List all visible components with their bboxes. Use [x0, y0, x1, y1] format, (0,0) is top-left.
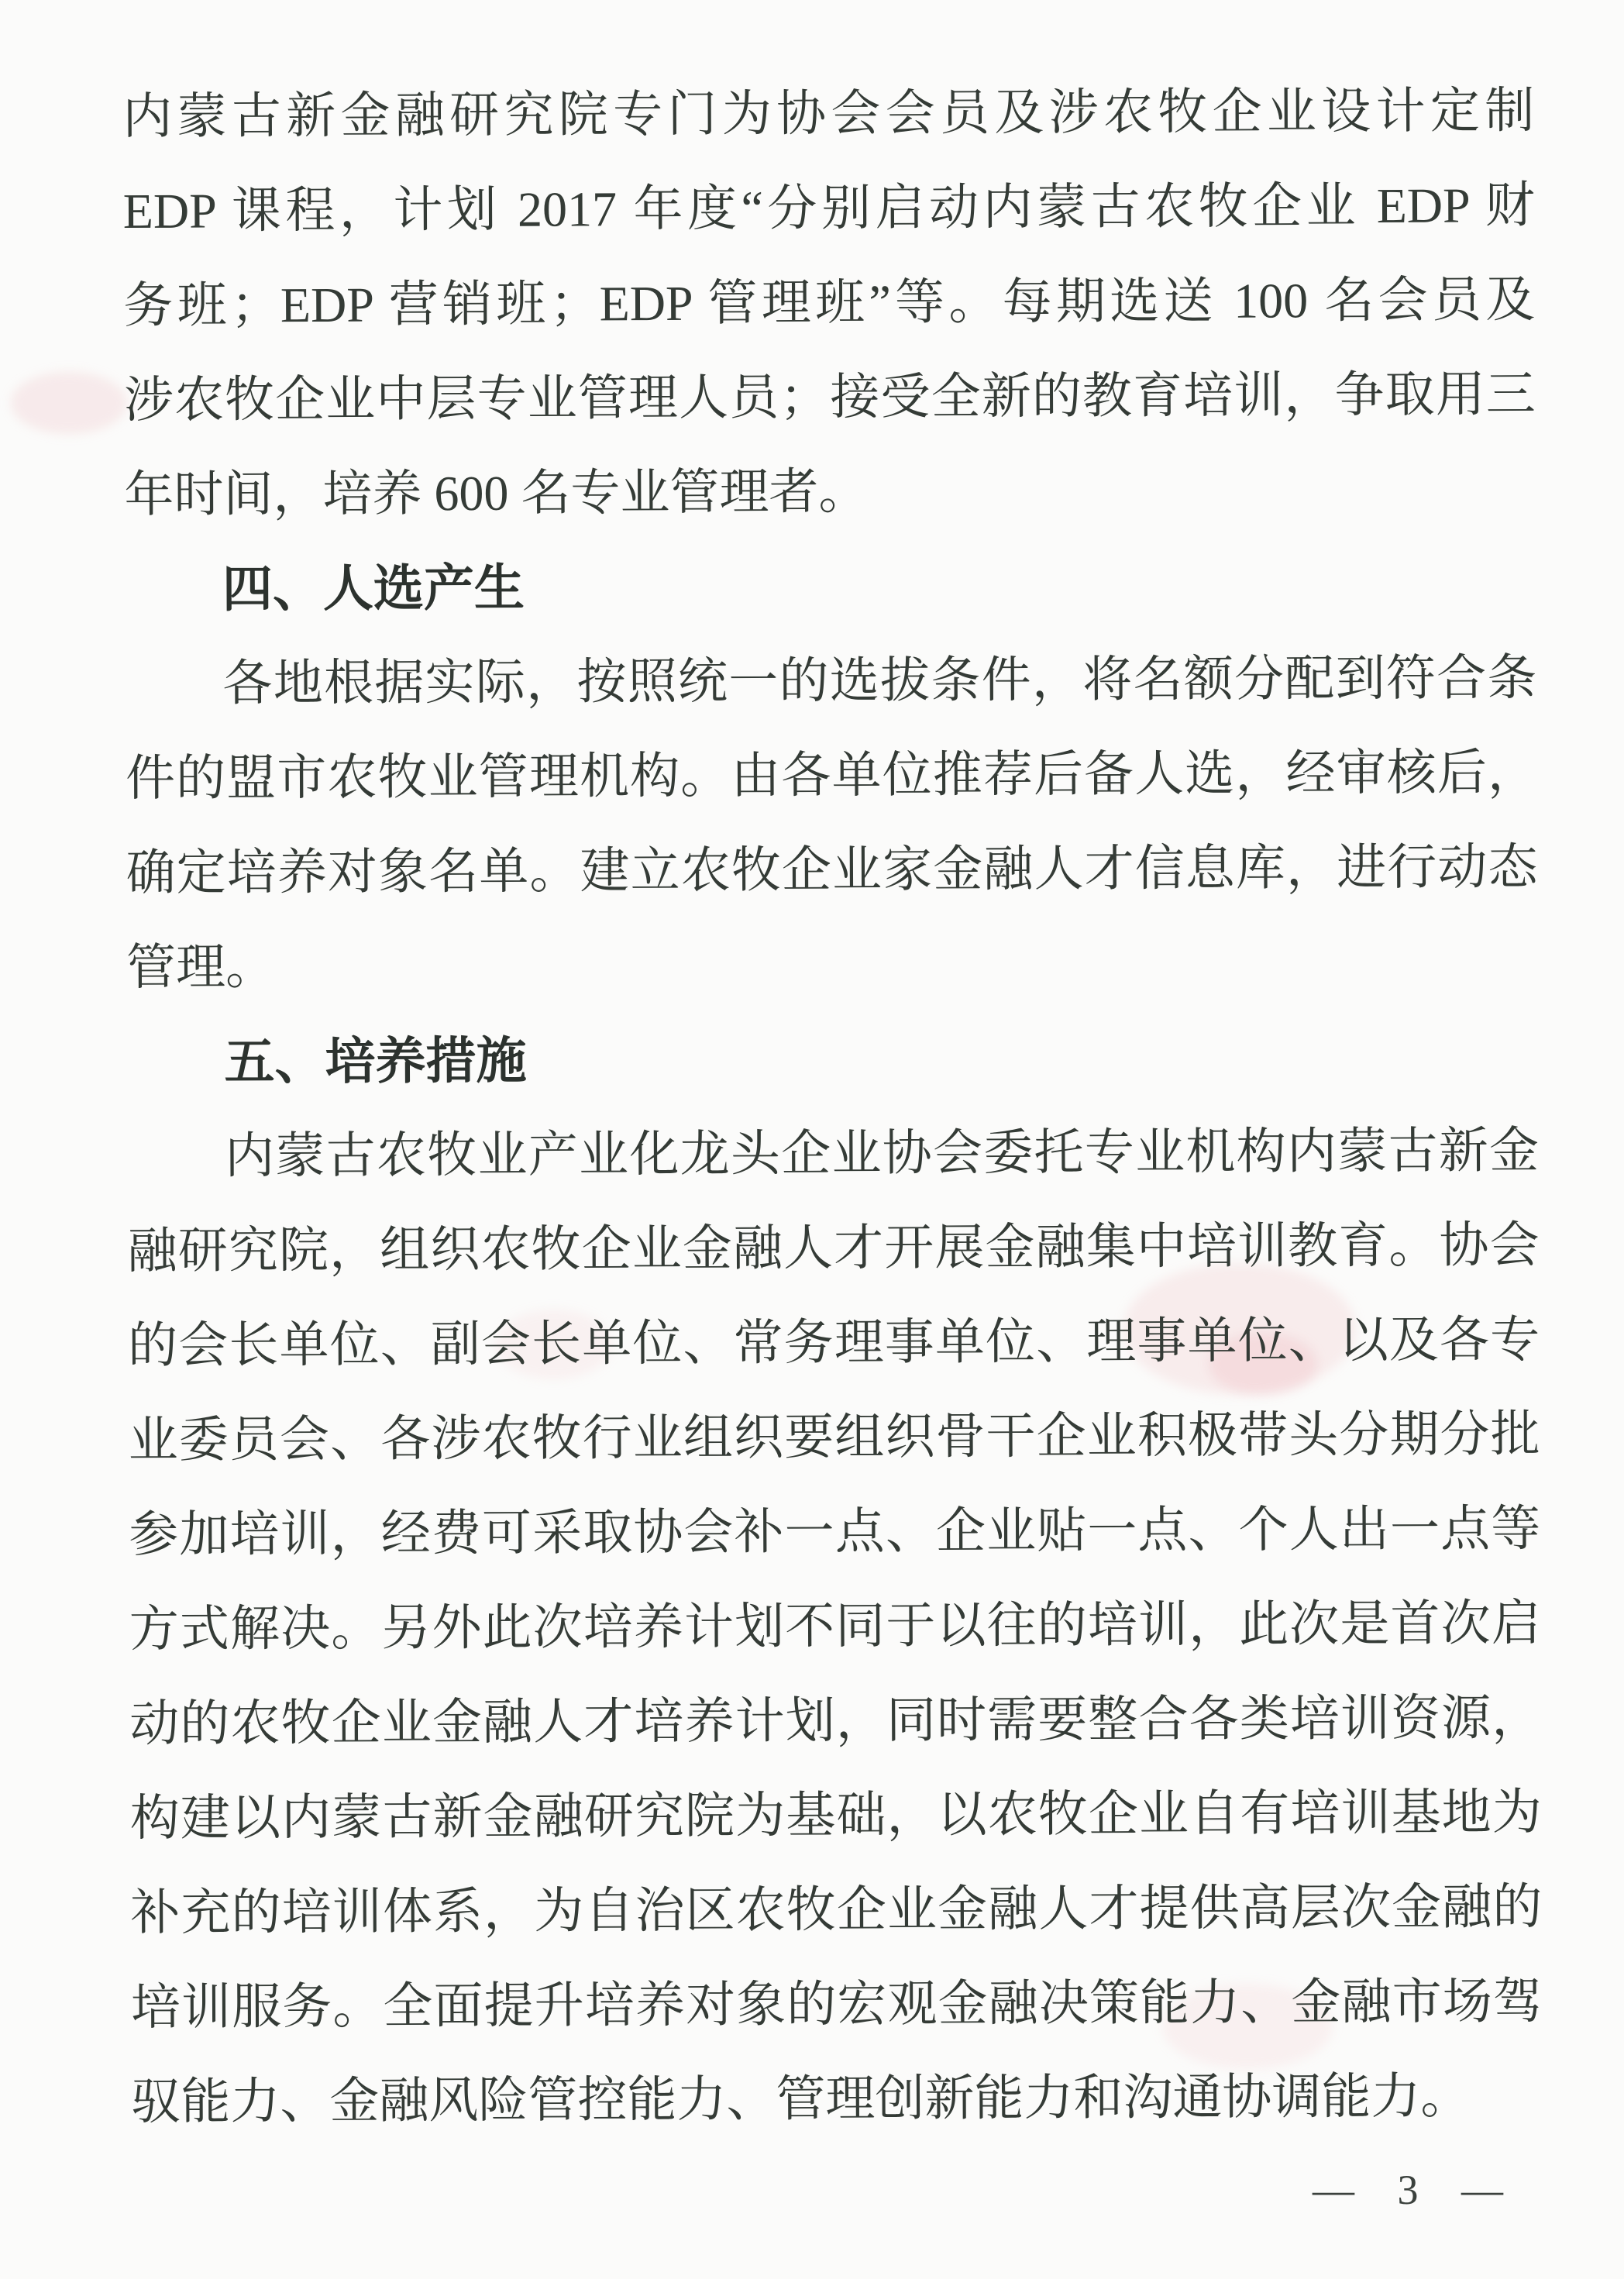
page-footer: [1313, 2167, 1516, 2213]
page-number: — 3 —: [1313, 2167, 1516, 2213]
text-line: 涉农牧企业中层专业管理人员；接受全新的教育培训，争取用三: [123, 367, 1536, 428]
scan-artifact: [11, 372, 127, 434]
text-line: 管理。: [126, 939, 276, 995]
text-line: 各地根据实际，按照统一的选拔条件，将名额分配到符合条: [222, 650, 1537, 711]
text-line: 方式解决。另外此次培养计划不同于以往的培训，此次是首次启: [129, 1596, 1541, 1657]
text-line: 培训服务。全面提升培养对象的宏观金融决策能力、金融市场驾: [130, 1974, 1543, 2035]
section-heading: 四、人选产生: [222, 559, 525, 618]
section-heading: 五、培养措施: [224, 1031, 527, 1090]
text-line: 构建以内蒙古新金融研究院为基础，以农牧企业自有培训基地为: [129, 1785, 1542, 1846]
text-line: 务班；EDP 营销班；EDP 管理班”等。每期选送 100 名会员及: [123, 272, 1536, 333]
text-line: 的会长单位、副会长单位、常务理事单位、理事单位、以及各专: [128, 1312, 1540, 1373]
text-line: 年时间，培养 600 名专业管理者。: [124, 463, 869, 522]
text-line: 业委员会、各涉农牧行业组织要组织骨干企业积极带头分期分批: [128, 1406, 1540, 1468]
text-line: 融研究院，组织农牧企业金融人才开展金融集中培训教育。协会: [127, 1217, 1540, 1279]
document-text-block: [122, 64, 1543, 2150]
text-line: 确定培养对象名单。建立农牧企业家金融人才信息库，进行动态: [126, 839, 1538, 900]
text-line: 补充的培训体系，为自治区农牧企业金融人才提供高层次金融的: [130, 1879, 1543, 1940]
text-line: 内蒙古农牧业产业化龙头企业协会委托专业机构内蒙古新金: [224, 1123, 1540, 1184]
text-line: 参加培训，经费可采取协会补一点、企业贴一点、个人出一点等: [129, 1501, 1541, 1562]
text-line: 件的盟市农牧业管理机构。由各单位推荐后备人选，经审核后，: [125, 745, 1538, 806]
text-line: 驭能力、金融风险管控能力、管理创新能力和沟通协调能力。: [131, 2068, 1471, 2129]
text-line: 动的农牧企业金融人才培养计划，同时需要整合各类培训资源，: [129, 1690, 1542, 1751]
text-line: 内蒙古新金融研究院专门为协会会员及涉农牧企业设计定制: [122, 83, 1535, 144]
text-line: EDP 课程，计划 2017 年度“分别启动内蒙古农牧企业 EDP 财: [122, 177, 1535, 239]
